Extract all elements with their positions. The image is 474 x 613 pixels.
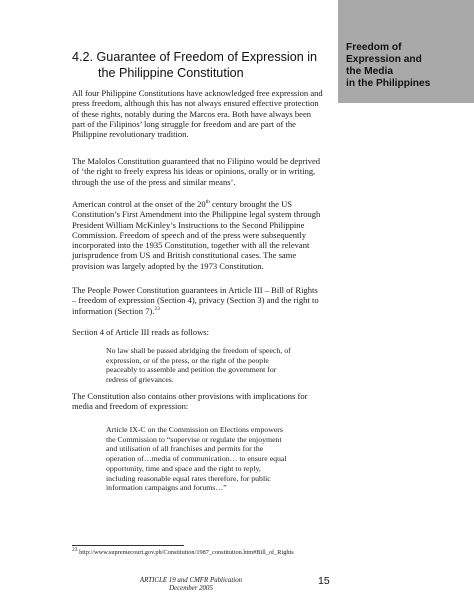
text-fragment: information (Section 7). xyxy=(72,305,155,316)
superscript: th xyxy=(205,199,210,206)
text-line: Commission. Freedom of speech and of the press were subsequently xyxy=(72,229,307,240)
text-line: No law shall be passed abridging the freedom of speech, of xyxy=(106,346,291,355)
text-fragment: century brought the US xyxy=(209,199,293,209)
text-line: President William McKinley’s Instructions to the Second Philippine xyxy=(72,219,305,230)
block-quote-2 xyxy=(106,425,316,493)
footnote-divider xyxy=(72,545,184,546)
banner-line: in the Philippines xyxy=(346,78,431,89)
text-line: peaceably to assemble and petition the government for xyxy=(106,365,277,375)
section-number: 4.2. xyxy=(72,50,94,64)
page-number: 15 xyxy=(318,575,330,587)
text-line: The Malolos Constitution guaranteed that no Filipino would be deprived xyxy=(72,156,321,166)
heading-line-1: Guarantee of Freedom of Expression in xyxy=(96,50,318,64)
paragraph-1 xyxy=(72,88,334,139)
text-line: Constitution’s First Amendment into the Philippine legal system through xyxy=(72,209,321,220)
text-line: information campaigns and forums…” xyxy=(106,483,227,493)
text-line: part of the Filipinos’ long struggle for freedom and are part of the xyxy=(72,118,296,129)
footnote-marker: 23 xyxy=(72,546,78,553)
text-line: provision was largely adopted by the 1973 Constitution. xyxy=(72,260,264,271)
text-line: – freedom of expression (Section 4), privacy (Section 3) and the right to xyxy=(72,295,319,306)
footer-date: December 2005 xyxy=(169,585,213,593)
text-line: the Commission to “supervise or regulate the enjoyment xyxy=(106,434,282,444)
text-line: Article IX-C on the Commission on Elections empowers xyxy=(106,425,283,434)
heading-line-2: the Philippine Constitution xyxy=(98,66,244,80)
text-line: of ‘the right to freely express his ideas or opinions, orally or in writing, xyxy=(72,166,316,177)
text-line: redress of grievances. xyxy=(106,375,174,385)
text-line: of these rights, notably during the Marcos era. Both have always been xyxy=(72,108,312,119)
paragraph-2 xyxy=(72,156,334,187)
banner-line: Freedom of xyxy=(346,42,402,53)
text-line xyxy=(72,306,334,316)
text-line: including reasonable equal rates therefore, for public xyxy=(106,473,271,483)
text-fragment: American control at the onset of the 20 xyxy=(72,199,206,209)
paragraph-3 xyxy=(72,199,334,271)
paragraph-5 xyxy=(72,327,334,337)
page-footer xyxy=(106,577,276,594)
text-line: press freedom, although this has not always ensured effective protection xyxy=(72,98,319,109)
footnote-link[interactable]: http://www.supremecourt.gov.ph/Constitution/1987_constitution.htm#Bill_of_Rights xyxy=(77,549,294,556)
paragraph-6 xyxy=(72,391,334,412)
footnote xyxy=(72,546,352,557)
text-line: Philippine revolutionary tradition. xyxy=(72,129,189,140)
banner-line: the Media xyxy=(346,66,393,77)
section-banner-title xyxy=(346,42,470,90)
paragraph-4 xyxy=(72,285,334,316)
section-heading xyxy=(72,49,334,81)
text-line: The Constitution also contains other provisions with implications for xyxy=(72,391,308,401)
text-line: expression, or of the press, or the right of the people xyxy=(106,355,269,365)
footer-publication: ARTICLE 19 and CMFR Publication xyxy=(139,577,243,584)
text-line: operation of…media of communication… to ensure equal xyxy=(106,454,287,464)
text-line xyxy=(72,199,334,209)
footnote-ref[interactable]: 23 xyxy=(154,305,160,312)
text-line: through the use of the press and similar means’. xyxy=(72,176,236,187)
text-line: The People Power Constitution guarantees in Article III – Bill of Rights xyxy=(72,285,318,295)
text-line: Section 4 of Article III reads as follows: xyxy=(72,327,209,337)
text-line: and utilisation of all franchises and permits for the xyxy=(106,444,264,454)
text-line: jurisprudence from US and British constitutional cases. The same xyxy=(72,250,297,261)
text-line: incorporated into the 1935 Constitution, together with all the relevant xyxy=(72,240,310,251)
text-line: All four Philippine Constitutions have acknowledged free expression and xyxy=(72,88,323,98)
banner-line: Expression and xyxy=(346,54,422,65)
text-line: media and freedom of expression: xyxy=(72,401,189,412)
block-quote-1 xyxy=(106,346,316,385)
text-line: opportunity, time and space and the right to reply, xyxy=(106,463,261,473)
